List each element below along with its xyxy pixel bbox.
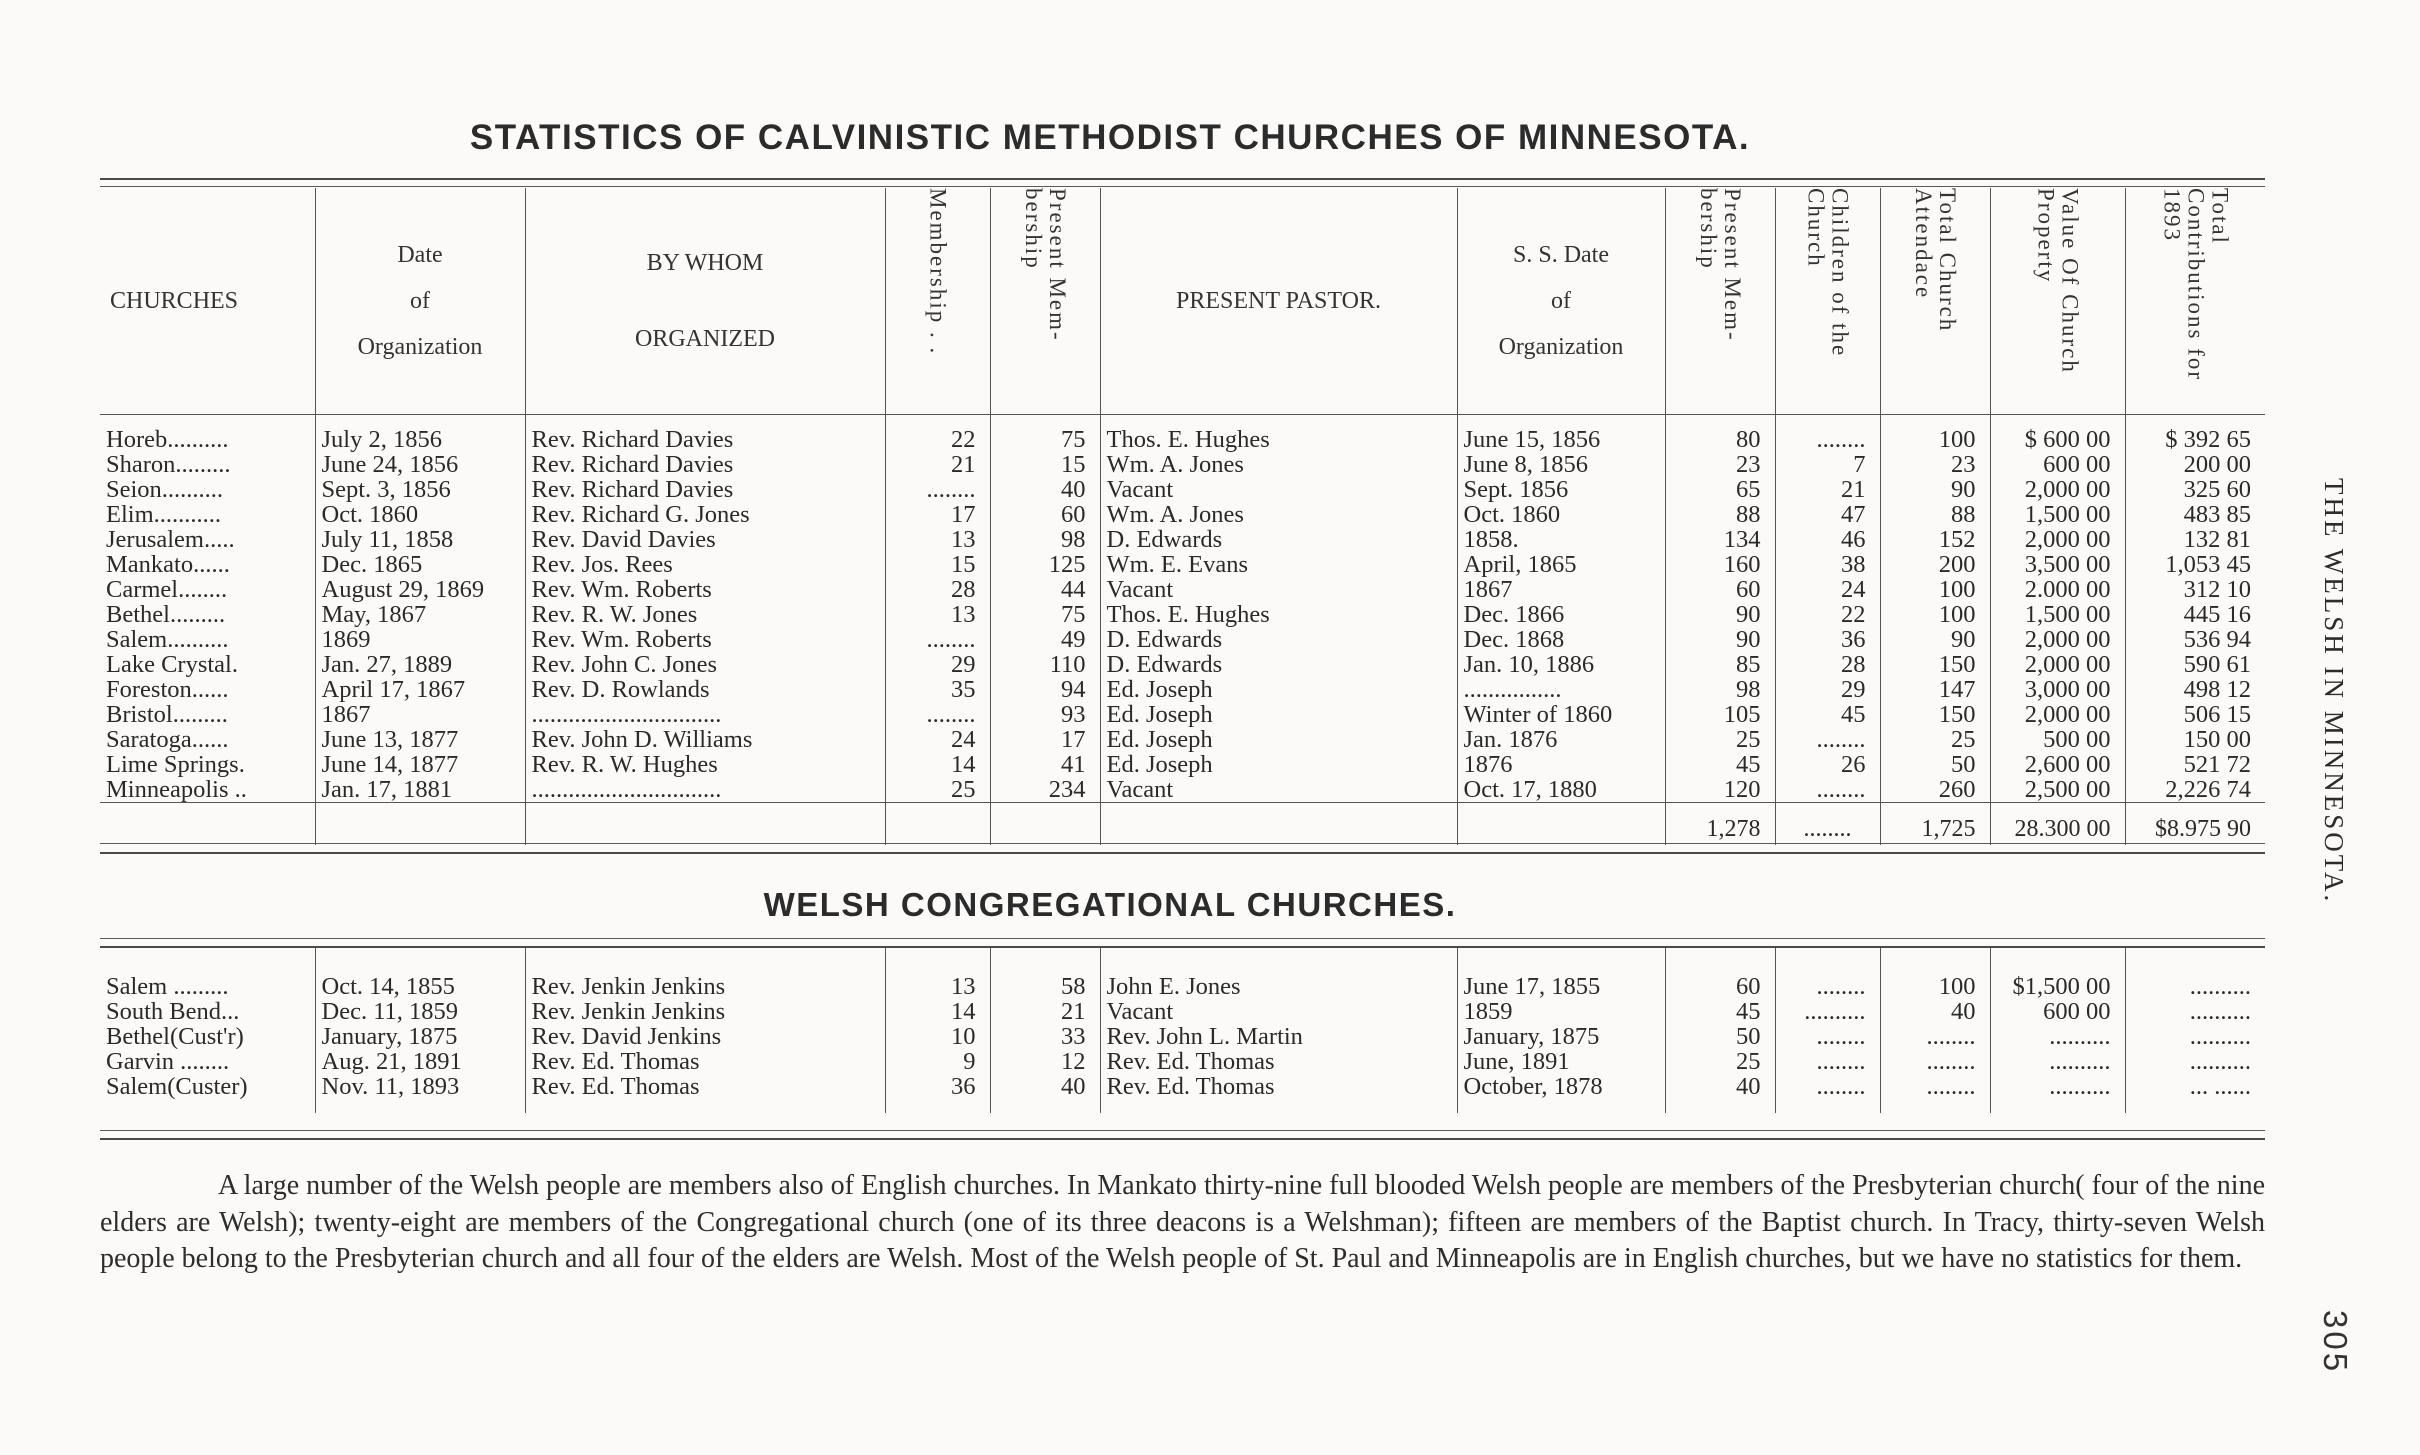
- church-attendance: ........: [1880, 1074, 1990, 1099]
- children-of-church: 45: [1775, 702, 1880, 727]
- organized-by: Rev. Jenkin Jenkins: [525, 999, 885, 1024]
- children-of-church: 28: [1775, 652, 1880, 677]
- present-pastor: Vacant: [1100, 477, 1457, 502]
- church-attendance: 100: [1880, 602, 1990, 627]
- date-organized: April 17, 1867: [315, 677, 525, 702]
- col-date-org: Date of Organization: [315, 188, 525, 415]
- ss-date-organized: 1867: [1457, 577, 1665, 602]
- date-organized: July 2, 1856: [315, 427, 525, 452]
- contributions: ..........: [2125, 974, 2265, 999]
- ss-date-organized: October, 1878: [1457, 1074, 1665, 1099]
- property-value: 1,500 00: [1990, 502, 2125, 527]
- children-of-church: 47: [1775, 502, 1880, 527]
- methodist-churches-table: [100, 188, 2265, 845]
- church-name: Lake Crystal.: [106, 652, 238, 677]
- organized-by: Rev. David Davies: [525, 527, 885, 552]
- col-attendance: Total Church Attendace: [1880, 188, 1990, 415]
- organized-by: Rev. R. W. Jones: [525, 602, 885, 627]
- date-organized: June 24, 1856: [315, 452, 525, 477]
- present-pastor: John E. Jones: [1100, 974, 1457, 999]
- ss-present-membership: 45: [1665, 752, 1775, 777]
- present-pastor: Rev. Ed. Thomas: [1100, 1074, 1457, 1099]
- contributions: ..........: [2125, 1024, 2265, 1049]
- membership: 14: [885, 999, 990, 1024]
- organized-by: Rev. Ed. Thomas: [525, 1049, 885, 1074]
- table-row: [100, 527, 2265, 552]
- present-membership: 60: [990, 502, 1100, 527]
- property-value: ..........: [1990, 1049, 2125, 1074]
- present-membership: 44: [990, 577, 1100, 602]
- table-row: [100, 999, 2265, 1024]
- present-pastor: Vacant: [1100, 777, 1457, 803]
- church-attendance: 150: [1880, 702, 1990, 727]
- date-organized: Dec. 11, 1859: [315, 999, 525, 1024]
- organized-by: Rev. John C. Jones: [525, 652, 885, 677]
- property-value: 600 00: [1990, 452, 2125, 477]
- ss-present-membership: 25: [1665, 1049, 1775, 1074]
- organized-by: Rev. Richard G. Jones: [525, 502, 885, 527]
- children-of-church: ........: [1775, 974, 1880, 999]
- present-pastor: Thos. E. Hughes: [1100, 427, 1457, 452]
- children-of-church: 7: [1775, 452, 1880, 477]
- table1-bottom-rule: [100, 843, 2265, 844]
- membership: 15: [885, 552, 990, 577]
- col-property-value: Value Of Church Property: [1990, 188, 2125, 415]
- church-attendance: 152: [1880, 527, 1990, 552]
- church-name: Sharon.........: [106, 452, 231, 477]
- organized-by: Rev. Ed. Thomas: [525, 1074, 885, 1099]
- present-membership: 234: [990, 777, 1100, 803]
- church-name: Jerusalem.....: [106, 527, 235, 552]
- organized-by: Rev. David Jenkins: [525, 1024, 885, 1049]
- membership: ........: [885, 627, 990, 652]
- church-name: Saratoga......: [106, 727, 229, 752]
- present-membership: 49: [990, 627, 1100, 652]
- church-name: Lime Springs.: [106, 752, 245, 777]
- property-value: 600 00: [1990, 999, 2125, 1024]
- header-separator: [100, 415, 2265, 428]
- membership: 9: [885, 1049, 990, 1074]
- table-row: [100, 477, 2265, 502]
- church-name: Garvin ........: [106, 1049, 230, 1074]
- organized-by: ...............................: [525, 702, 885, 727]
- property-value: 500 00: [1990, 727, 2125, 752]
- contributions: 506 15: [2125, 702, 2265, 727]
- paragraph-text: A large number of the Welsh people are members also of English churches. In Mankato thirty-nine full blooded Welsh people are members of the Presbyterian church( four of the nine elders are Welsh); twenty-eight are members of the Congregational church (one of its three deacons is a Welshman); fifteen are members of the Baptist church. In Tracy, thirty-seven Welsh people belong to the Presbyterian church and all four of the elders are Welsh. Most of the Welsh people of St. Paul and Minneapolis are in English churches, but we have no statistics for them.: [100, 1170, 2265, 1274]
- body-paragraph: [100, 1168, 2265, 1278]
- church-attendance: 88: [1880, 502, 1990, 527]
- church-attendance: 100: [1880, 427, 1990, 452]
- table-row: [100, 1049, 2265, 1074]
- organized-by: Rev. Jenkin Jenkins: [525, 974, 885, 999]
- date-organized: 1869: [315, 627, 525, 652]
- church-attendance: 40: [1880, 999, 1990, 1024]
- col-present-membership: Present Mem-bership: [990, 188, 1100, 415]
- congregational-churches-table: [100, 948, 2265, 1113]
- membership: 29: [885, 652, 990, 677]
- present-membership: 33: [990, 1024, 1100, 1049]
- membership: ........: [885, 477, 990, 502]
- membership: 21: [885, 452, 990, 477]
- ss-present-membership: 98: [1665, 677, 1775, 702]
- present-pastor: Ed. Joseph: [1100, 702, 1457, 727]
- contributions: 445 16: [2125, 602, 2265, 627]
- ss-present-membership: 88: [1665, 502, 1775, 527]
- present-membership: 75: [990, 602, 1100, 627]
- table-row: [100, 502, 2265, 527]
- ss-present-membership: 65: [1665, 477, 1775, 502]
- ss-date-organized: Oct. 1860: [1457, 502, 1665, 527]
- property-value: ..........: [1990, 1024, 2125, 1049]
- church-attendance: ........: [1880, 1024, 1990, 1049]
- ss-present-membership: 25: [1665, 727, 1775, 752]
- table-row: [100, 427, 2265, 452]
- church-attendance: ........: [1880, 1049, 1990, 1074]
- table-row: [100, 627, 2265, 652]
- church-attendance: 23: [1880, 452, 1990, 477]
- ss-present-membership: 85: [1665, 652, 1775, 677]
- present-pastor: Ed. Joseph: [1100, 677, 1457, 702]
- children-of-church: ........: [1775, 1074, 1880, 1099]
- contributions: 132 81: [2125, 527, 2265, 552]
- contributions: ... ......: [2125, 1074, 2265, 1099]
- total-ss-membership: 1,278: [1665, 803, 1775, 846]
- property-value: 1,500 00: [1990, 602, 2125, 627]
- church-attendance: 90: [1880, 627, 1990, 652]
- ss-date-organized: June 15, 1856: [1457, 427, 1665, 452]
- present-pastor: Wm. A. Jones: [1100, 502, 1457, 527]
- present-pastor: Rev. John L. Martin: [1100, 1024, 1457, 1049]
- ss-date-organized: June 8, 1856: [1457, 452, 1665, 477]
- col-ss-present-membership: Present Mem-bership: [1665, 188, 1775, 415]
- membership: 13: [885, 974, 990, 999]
- table-row: [100, 677, 2265, 702]
- contributions: ..........: [2125, 1049, 2265, 1074]
- table-row: [100, 752, 2265, 777]
- organized-by: Rev. Jos. Rees: [525, 552, 885, 577]
- present-membership: 58: [990, 974, 1100, 999]
- present-membership: 75: [990, 427, 1100, 452]
- membership: 14: [885, 752, 990, 777]
- church-name: Salem .........: [106, 974, 229, 999]
- children-of-church: ........: [1775, 1049, 1880, 1074]
- organized-by: Rev. R. W. Hughes: [525, 752, 885, 777]
- table-row: [100, 1074, 2265, 1099]
- organized-by: Rev. Richard Davies: [525, 477, 885, 502]
- church-name: Horeb..........: [106, 427, 229, 452]
- table-row: [100, 777, 2265, 803]
- ss-date-organized: Jan. 10, 1886: [1457, 652, 1665, 677]
- children-of-church: 36: [1775, 627, 1880, 652]
- total-contributions: $8.975 90: [2125, 803, 2265, 846]
- col-present-pastor: PRESENT PASTOR.: [1100, 188, 1457, 415]
- present-membership: 93: [990, 702, 1100, 727]
- children-of-church: 24: [1775, 577, 1880, 602]
- contributions: ..........: [2125, 999, 2265, 1024]
- property-value: $1,500 00: [1990, 974, 2125, 999]
- property-value: 2,000 00: [1990, 702, 2125, 727]
- organized-by: Rev. Richard Davies: [525, 452, 885, 477]
- church-attendance: 100: [1880, 974, 1990, 999]
- ss-date-organized: Jan. 1876: [1457, 727, 1665, 752]
- church-name: Minneapolis ..: [106, 777, 247, 803]
- contributions: 2,226 74: [2125, 777, 2265, 803]
- ss-present-membership: 23: [1665, 452, 1775, 477]
- col-membership: Membership . .: [885, 188, 990, 415]
- contributions: 312 10: [2125, 577, 2265, 602]
- property-value: 2,000 00: [1990, 627, 2125, 652]
- table-row: [100, 974, 2265, 999]
- ss-date-organized: June 17, 1855: [1457, 974, 1665, 999]
- church-attendance: 150: [1880, 652, 1990, 677]
- contributions: 521 72: [2125, 752, 2265, 777]
- ss-present-membership: 90: [1665, 627, 1775, 652]
- date-organized: Oct. 14, 1855: [315, 974, 525, 999]
- present-pastor: Thos. E. Hughes: [1100, 602, 1457, 627]
- membership: 35: [885, 677, 990, 702]
- present-pastor: Vacant: [1100, 999, 1457, 1024]
- running-header: THE WELSH IN MINNESOTA.: [2319, 478, 2349, 905]
- date-organized: August 29, 1869: [315, 577, 525, 602]
- page-number: 305: [2317, 1310, 2354, 1375]
- membership: 13: [885, 527, 990, 552]
- col-by-whom: BY WHOM ORGANIZED: [525, 188, 885, 415]
- table-row: [100, 552, 2265, 577]
- organized-by: Rev. Wm. Roberts: [525, 577, 885, 602]
- children-of-church: 38: [1775, 552, 1880, 577]
- membership: 28: [885, 577, 990, 602]
- table-row: [100, 452, 2265, 477]
- church-attendance: 260: [1880, 777, 1990, 803]
- property-value: 3,000 00: [1990, 677, 2125, 702]
- table2-bottom-rule-thick: [100, 1138, 2265, 1140]
- children-of-church: ........: [1775, 777, 1880, 803]
- present-membership: 41: [990, 752, 1100, 777]
- property-value: 2,000 00: [1990, 477, 2125, 502]
- church-attendance: 100: [1880, 577, 1990, 602]
- date-organized: Sept. 3, 1856: [315, 477, 525, 502]
- ss-present-membership: 50: [1665, 1024, 1775, 1049]
- date-organized: Oct. 1860: [315, 502, 525, 527]
- children-of-church: 22: [1775, 602, 1880, 627]
- ss-present-membership: 40: [1665, 1074, 1775, 1099]
- ss-date-organized: Dec. 1866: [1457, 602, 1665, 627]
- present-membership: 94: [990, 677, 1100, 702]
- ss-present-membership: 80: [1665, 427, 1775, 452]
- children-of-church: ..........: [1775, 999, 1880, 1024]
- present-pastor: D. Edwards: [1100, 652, 1457, 677]
- ss-date-organized: June, 1891: [1457, 1049, 1665, 1074]
- church-name: Elim...........: [106, 502, 222, 527]
- present-membership: 12: [990, 1049, 1100, 1074]
- contributions: 536 94: [2125, 627, 2265, 652]
- children-of-church: ........: [1775, 1024, 1880, 1049]
- table-row: [100, 652, 2265, 677]
- organized-by: Rev. Richard Davies: [525, 427, 885, 452]
- ss-present-membership: 105: [1665, 702, 1775, 727]
- present-membership: 125: [990, 552, 1100, 577]
- church-name: Bethel(Cust'r): [106, 1024, 244, 1049]
- church-name: South Bend...: [106, 999, 240, 1024]
- church-name: Mankato......: [106, 552, 230, 577]
- date-organized: Jan. 17, 1881: [315, 777, 525, 803]
- ss-date-organized: 1859: [1457, 999, 1665, 1024]
- totals-row: [100, 803, 2265, 846]
- contributions: 1,053 45: [2125, 552, 2265, 577]
- page-title: STATISTICS OF CALVINISTIC METHODIST CHURCHES OF MINNESOTA.: [469, 118, 1751, 157]
- property-value: $ 600 00: [1990, 427, 2125, 452]
- property-value: 2,600 00: [1990, 752, 2125, 777]
- date-organized: Jan. 27, 1889: [315, 652, 525, 677]
- membership: 36: [885, 1074, 990, 1099]
- table-row: [100, 1024, 2265, 1049]
- present-pastor: Rev. Ed. Thomas: [1100, 1049, 1457, 1074]
- membership: 17: [885, 502, 990, 527]
- church-name: Bristol.........: [106, 702, 228, 727]
- table-row: [100, 602, 2265, 627]
- property-value: 2,000 00: [1990, 652, 2125, 677]
- table-row: [100, 727, 2265, 752]
- ss-date-organized: Oct. 17, 1880: [1457, 777, 1665, 803]
- present-pastor: Wm. E. Evans: [1100, 552, 1457, 577]
- date-organized: January, 1875: [315, 1024, 525, 1049]
- ss-present-membership: 60: [1665, 974, 1775, 999]
- present-pastor: D. Edwards: [1100, 527, 1457, 552]
- present-membership: 40: [990, 1074, 1100, 1099]
- ss-date-organized: April, 1865: [1457, 552, 1665, 577]
- church-name: Salem..........: [106, 627, 229, 652]
- children-of-church: ........: [1775, 727, 1880, 752]
- table-row: [100, 577, 2265, 602]
- contributions: 498 12: [2125, 677, 2265, 702]
- present-membership: 17: [990, 727, 1100, 752]
- top-rule-thin: [100, 186, 2265, 187]
- contributions: 483 85: [2125, 502, 2265, 527]
- property-value: 2,500 00: [1990, 777, 2125, 803]
- children-of-church: 26: [1775, 752, 1880, 777]
- property-value: 2,000 00: [1990, 527, 2125, 552]
- total-children: ........: [1775, 803, 1880, 846]
- table2-top-rule: [100, 938, 2265, 939]
- present-membership: 110: [990, 652, 1100, 677]
- membership: 10: [885, 1024, 990, 1049]
- date-organized: June 14, 1877: [315, 752, 525, 777]
- contributions: 590 61: [2125, 652, 2265, 677]
- date-organized: June 13, 1877: [315, 727, 525, 752]
- church-name: Bethel.........: [106, 602, 226, 627]
- ss-date-organized: Sept. 1856: [1457, 477, 1665, 502]
- ss-present-membership: 134: [1665, 527, 1775, 552]
- date-organized: 1867: [315, 702, 525, 727]
- contributions: 325 60: [2125, 477, 2265, 502]
- church-name: Seion..........: [106, 477, 224, 502]
- church-name: Foreston......: [106, 677, 229, 702]
- present-pastor: Ed. Joseph: [1100, 727, 1457, 752]
- organized-by: Rev. D. Rowlands: [525, 677, 885, 702]
- contributions: $ 392 65: [2125, 427, 2265, 452]
- organized-by: Rev. John D. Williams: [525, 727, 885, 752]
- membership: 22: [885, 427, 990, 452]
- membership: 13: [885, 602, 990, 627]
- church-attendance: 200: [1880, 552, 1990, 577]
- top-rule: [100, 178, 2265, 180]
- church-name: Salem(Custer): [106, 1074, 248, 1099]
- ss-present-membership: 90: [1665, 602, 1775, 627]
- ss-date-organized: January, 1875: [1457, 1024, 1665, 1049]
- children-of-church: ........: [1775, 427, 1880, 452]
- contributions: 150 00: [2125, 727, 2265, 752]
- children-of-church: 21: [1775, 477, 1880, 502]
- present-pastor: Vacant: [1100, 577, 1457, 602]
- date-organized: Dec. 1865: [315, 552, 525, 577]
- total-property-value: 28.300 00: [1990, 803, 2125, 846]
- present-pastor: Wm. A. Jones: [1100, 452, 1457, 477]
- church-attendance: 90: [1880, 477, 1990, 502]
- ss-date-organized: Dec. 1868: [1457, 627, 1665, 652]
- ss-date-organized: Winter of 1860: [1457, 702, 1665, 727]
- ss-date-organized: ................: [1457, 677, 1665, 702]
- date-organized: July 11, 1858: [315, 527, 525, 552]
- ss-present-membership: 120: [1665, 777, 1775, 803]
- organized-by: Rev. Wm. Roberts: [525, 627, 885, 652]
- contributions: 200 00: [2125, 452, 2265, 477]
- church-name: Carmel........: [106, 577, 228, 602]
- present-membership: 21: [990, 999, 1100, 1024]
- present-membership: 40: [990, 477, 1100, 502]
- col-contributions: Total Contributions for 1893: [2125, 188, 2265, 415]
- ss-date-organized: 1876: [1457, 752, 1665, 777]
- church-attendance: 25: [1880, 727, 1990, 752]
- ss-present-membership: 45: [1665, 999, 1775, 1024]
- table-header-row: [100, 188, 2265, 415]
- section-title-congregational: WELSH CONGREGATIONAL CHURCHES.: [763, 886, 1457, 923]
- property-value: 3,500 00: [1990, 552, 2125, 577]
- ss-present-membership: 160: [1665, 552, 1775, 577]
- total-attendance: 1,725: [1880, 803, 1990, 846]
- date-organized: Nov. 11, 1893: [315, 1074, 525, 1099]
- membership: ........: [885, 702, 990, 727]
- present-pastor: Ed. Joseph: [1100, 752, 1457, 777]
- organized-by: ...............................: [525, 777, 885, 803]
- property-value: ..........: [1990, 1074, 2125, 1099]
- children-of-church: 46: [1775, 527, 1880, 552]
- table2-bottom-rule: [100, 1130, 2265, 1131]
- ss-present-membership: 60: [1665, 577, 1775, 602]
- church-attendance: 50: [1880, 752, 1990, 777]
- date-organized: Aug. 21, 1891: [315, 1049, 525, 1074]
- col-churches: CHURCHES: [110, 288, 239, 314]
- church-attendance: 147: [1880, 677, 1990, 702]
- children-of-church: 29: [1775, 677, 1880, 702]
- present-pastor: D. Edwards: [1100, 627, 1457, 652]
- ss-date-organized: 1858.: [1457, 527, 1665, 552]
- present-membership: 98: [990, 527, 1100, 552]
- property-value: 2.000 00: [1990, 577, 2125, 602]
- present-membership: 15: [990, 452, 1100, 477]
- col-children: Children of the Church: [1775, 188, 1880, 415]
- table-row: [100, 702, 2265, 727]
- date-organized: May, 1867: [315, 602, 525, 627]
- membership: 25: [885, 777, 990, 803]
- col-ss-date: S. S. Date of Organization: [1457, 188, 1665, 415]
- table1-bottom-rule-thick: [100, 852, 2265, 854]
- membership: 24: [885, 727, 990, 752]
